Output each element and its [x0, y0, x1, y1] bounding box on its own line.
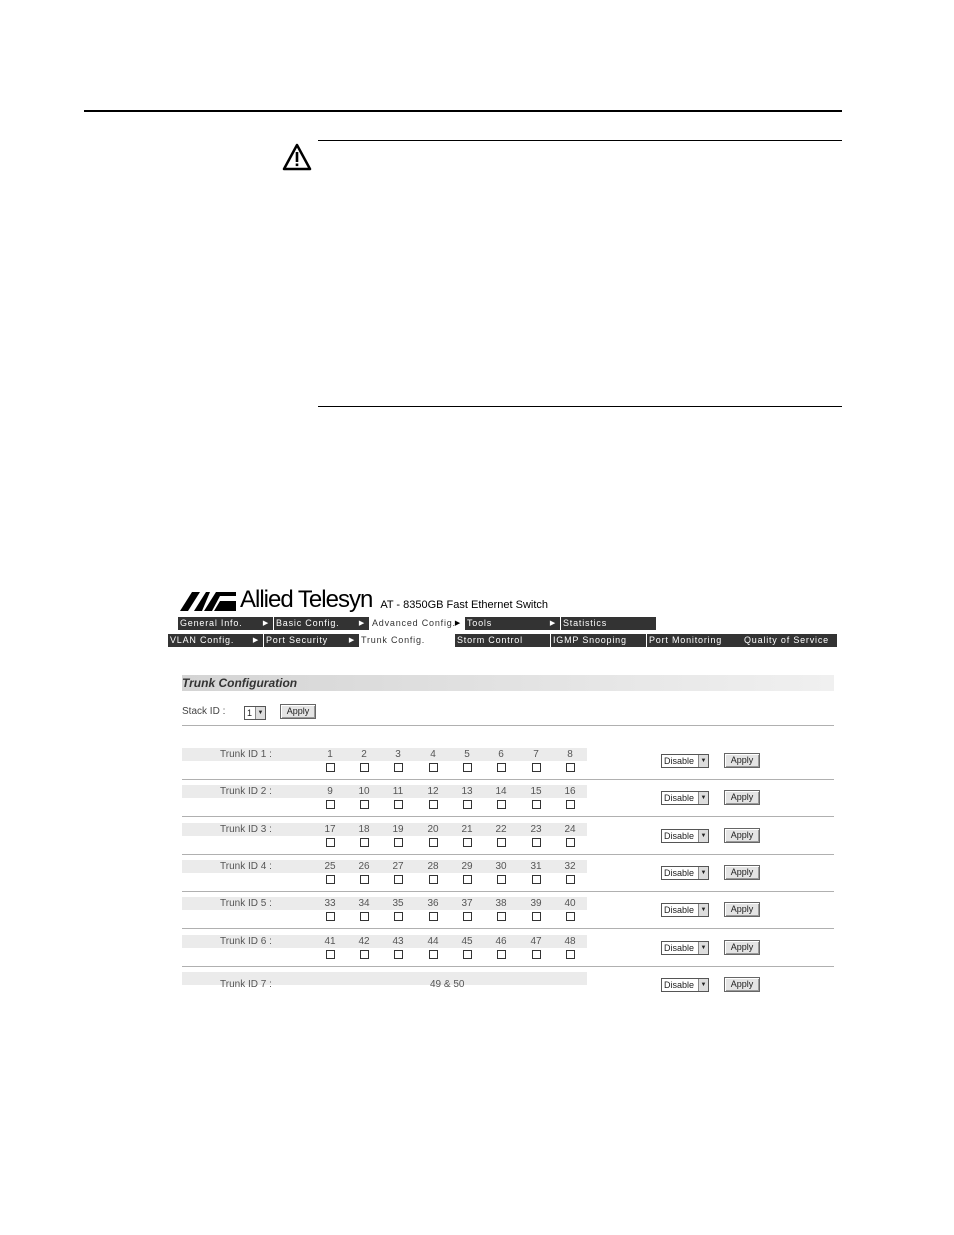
trunk-row-separator — [182, 966, 834, 967]
port-number: 20 — [427, 823, 439, 835]
caution-bottom-rule — [318, 406, 842, 407]
port-checkbox[interactable] — [463, 838, 472, 847]
trunk-state-select[interactable] — [661, 791, 709, 805]
chevron-down-icon[interactable]: ▼ — [255, 707, 265, 719]
port-checkbox[interactable] — [463, 950, 472, 959]
chevron-down-icon[interactable]: ▼ — [698, 755, 708, 767]
port-checkbox[interactable] — [326, 950, 335, 959]
port-number: 26 — [358, 860, 370, 872]
port-number: 45 — [461, 935, 473, 947]
port-number: 19 — [392, 823, 404, 835]
trunk-state-value: Disable — [664, 830, 695, 841]
menu-label: Trunk Config. — [361, 635, 426, 645]
port-number: 25 — [324, 860, 336, 872]
port-number: 44 — [427, 935, 439, 947]
menu-label: Storm Control — [457, 635, 523, 645]
menu2-igmp-snooping[interactable] — [551, 634, 646, 647]
port-checkbox[interactable] — [566, 950, 575, 959]
port-number: 12 — [427, 786, 439, 798]
port-checkbox[interactable] — [532, 950, 541, 959]
port-checkbox[interactable] — [463, 763, 472, 772]
port-number: 17 — [324, 823, 336, 835]
menu2-port-monitoring[interactable] — [647, 634, 742, 647]
port-checkbox[interactable] — [532, 763, 541, 772]
trunk-id-label: Trunk ID 1 : — [220, 749, 272, 760]
menu1-general-info[interactable] — [178, 617, 273, 630]
trunk-row-separator — [182, 779, 834, 780]
port-checkbox[interactable] — [429, 875, 438, 884]
port-checkbox[interactable] — [532, 838, 541, 847]
trunk-apply-button[interactable]: Apply — [724, 940, 760, 955]
port-checkbox[interactable] — [566, 800, 575, 809]
port-checkbox[interactable] — [497, 763, 506, 772]
port-checkbox[interactable] — [429, 950, 438, 959]
port-number: 40 — [564, 898, 576, 910]
trunk-id-label: Trunk ID 7 : — [220, 978, 272, 990]
port-checkbox[interactable] — [326, 763, 335, 772]
trunk-state-select[interactable] — [661, 829, 709, 843]
trunk-ports-text: 49 & 50 — [430, 978, 465, 990]
port-number: 3 — [395, 749, 401, 760]
menu2-trunk-config[interactable] — [359, 634, 454, 647]
trunk-state-select[interactable] — [661, 978, 709, 992]
chevron-down-icon[interactable]: ▼ — [698, 979, 708, 991]
trunk-apply-button[interactable]: Apply — [724, 753, 760, 768]
port-checkbox[interactable] — [429, 912, 438, 921]
trunk-id-label: Trunk ID 5 : — [220, 898, 272, 910]
chevron-down-icon[interactable]: ▼ — [698, 904, 708, 916]
chevron-down-icon[interactable]: ▼ — [698, 792, 708, 804]
trunk-state-value: Disable — [664, 942, 695, 953]
trunk-row-separator — [182, 928, 834, 929]
trunk-id-label: Trunk ID 3 : — [220, 823, 272, 835]
trunk-state-select[interactable] — [661, 754, 709, 768]
port-checkbox[interactable] — [532, 800, 541, 809]
menu1-basic-config[interactable] — [274, 617, 369, 630]
port-number: 28 — [427, 860, 439, 872]
port-number: 18 — [358, 823, 370, 835]
port-checkbox[interactable] — [394, 763, 403, 772]
port-number: 42 — [358, 935, 370, 947]
menu-label: IGMP Snooping — [553, 635, 627, 645]
port-number: 47 — [530, 935, 542, 947]
port-checkbox[interactable] — [497, 950, 506, 959]
port-number: 14 — [495, 786, 507, 798]
chevron-right-icon: ▶ — [262, 620, 269, 627]
port-number: 8 — [567, 749, 573, 760]
menu2-storm-control[interactable] — [455, 634, 550, 647]
menu-label: VLAN Config. — [170, 635, 235, 645]
menu-label: General Info. — [180, 618, 243, 628]
trunk-state-value: Disable — [664, 793, 695, 804]
chevron-right-icon: ▶ — [252, 637, 259, 644]
port-number: 10 — [358, 786, 370, 798]
port-number: 13 — [461, 786, 473, 798]
port-number: 22 — [495, 823, 507, 835]
port-number: 21 — [461, 823, 473, 835]
port-checkbox[interactable] — [326, 912, 335, 921]
brand-name: Allied Telesyn — [240, 586, 373, 613]
trunk-apply-button[interactable]: Apply — [724, 828, 760, 843]
port-number: 30 — [495, 860, 507, 872]
port-checkbox[interactable] — [566, 875, 575, 884]
port-checkbox[interactable] — [394, 950, 403, 959]
page-title-bar — [182, 675, 834, 691]
port-number: 37 — [461, 898, 473, 910]
page-top-rule — [84, 110, 842, 112]
port-number: 35 — [392, 898, 404, 910]
port-checkbox[interactable] — [360, 800, 369, 809]
chevron-down-icon[interactable]: ▼ — [698, 830, 708, 842]
port-checkbox[interactable] — [429, 800, 438, 809]
allied-telesyn-logo-icon — [180, 590, 236, 612]
port-number: 34 — [358, 898, 370, 910]
menu-label: Port Security — [266, 635, 328, 645]
port-checkbox[interactable] — [497, 875, 506, 884]
port-number: 16 — [564, 786, 576, 798]
port-number: 31 — [530, 860, 542, 872]
stack-separator — [182, 725, 834, 726]
brand-header — [180, 586, 548, 612]
port-number: 11 — [392, 786, 404, 798]
port-number: 27 — [392, 860, 404, 872]
port-checkbox[interactable] — [326, 875, 335, 884]
trunk-apply-button[interactable]: Apply — [724, 977, 760, 992]
port-number: 6 — [498, 749, 504, 760]
trunk-row-separator — [182, 854, 834, 855]
chevron-down-icon[interactable]: ▼ — [698, 942, 708, 954]
page-title: Trunk Configuration — [182, 676, 298, 690]
port-checkbox[interactable] — [429, 763, 438, 772]
menu-label: Basic Config. — [276, 618, 340, 628]
port-checkbox[interactable] — [326, 838, 335, 847]
menu-label: Tools — [467, 618, 493, 628]
trunk-apply-button[interactable]: Apply — [724, 865, 760, 880]
warning-triangle-icon — [282, 143, 312, 171]
port-checkbox[interactable] — [497, 838, 506, 847]
port-checkbox[interactable] — [394, 875, 403, 884]
trunk-apply-button[interactable]: Apply — [724, 790, 760, 805]
trunk-state-select[interactable] — [661, 866, 709, 880]
trunk-state-value: Disable — [664, 905, 695, 916]
port-checkbox[interactable] — [463, 800, 472, 809]
port-number: 9 — [327, 786, 333, 798]
trunk-state-value: Disable — [664, 756, 695, 766]
port-checkbox[interactable] — [394, 838, 403, 847]
chevron-down-icon[interactable]: ▼ — [698, 867, 708, 879]
port-number: 29 — [461, 860, 473, 872]
trunk-state-select[interactable] — [661, 941, 709, 955]
port-checkbox[interactable] — [532, 875, 541, 884]
stack-id-select[interactable] — [244, 706, 266, 720]
trunk-id-label: Trunk ID 4 : — [220, 860, 272, 872]
port-number: 4 — [430, 749, 436, 760]
chevron-right-icon: ▶ — [358, 620, 365, 627]
menu-label: Statistics — [563, 618, 608, 628]
port-checkbox[interactable] — [497, 800, 506, 809]
port-number: 41 — [324, 935, 336, 947]
port-checkbox[interactable] — [394, 800, 403, 809]
port-checkbox[interactable] — [463, 875, 472, 884]
port-checkbox[interactable] — [360, 838, 369, 847]
menu-label: Quality of Service — [744, 635, 829, 645]
menu1-tools[interactable] — [465, 617, 560, 630]
trunk-row-separator — [182, 891, 834, 892]
port-number: 5 — [464, 749, 470, 760]
port-checkbox[interactable] — [566, 763, 575, 772]
caution-top-rule — [318, 140, 842, 141]
port-checkbox[interactable] — [497, 912, 506, 921]
chevron-right-icon: ▶ — [454, 620, 461, 627]
port-number: 24 — [564, 823, 576, 835]
port-number: 1 — [327, 749, 333, 760]
chevron-right-icon: ▶ — [348, 637, 355, 644]
trunk-state-select[interactable] — [661, 903, 709, 917]
menu2-quality-of-service[interactable] — [742, 634, 837, 647]
stack-id-label: Stack ID : — [182, 706, 226, 717]
port-number: 2 — [361, 749, 367, 760]
port-checkbox[interactable] — [360, 875, 369, 884]
menu2-port-security[interactable] — [264, 634, 359, 647]
trunk-id-label: Trunk ID 2 : — [220, 786, 272, 798]
port-number: 32 — [564, 860, 576, 872]
port-checkbox[interactable] — [360, 763, 369, 772]
port-number: 15 — [530, 786, 542, 798]
port-number: 33 — [324, 898, 336, 910]
port-checkbox[interactable] — [429, 838, 438, 847]
trunk-row-separator — [182, 816, 834, 817]
trunk-apply-button[interactable]: Apply — [724, 902, 760, 917]
menu1-advanced-config[interactable] — [370, 617, 465, 630]
port-checkbox[interactable] — [360, 950, 369, 959]
trunk-state-value: Disable — [664, 979, 695, 990]
port-number: 36 — [427, 898, 439, 910]
menu-label: Port Monitoring — [649, 635, 723, 645]
port-number: 46 — [495, 935, 507, 947]
menu2-vlan-config[interactable] — [168, 634, 263, 647]
port-checkbox[interactable] — [394, 912, 403, 921]
port-checkbox[interactable] — [463, 912, 472, 921]
port-number: 38 — [495, 898, 507, 910]
port-number: 7 — [533, 749, 539, 760]
stack-apply-button[interactable]: Apply — [280, 704, 316, 719]
menu-label: Advanced Config. — [372, 618, 456, 628]
menu1-statistics[interactable] — [561, 617, 656, 630]
port-number: 48 — [564, 935, 576, 947]
stack-id-value: 1 — [247, 708, 253, 718]
trunk-id-label: Trunk ID 6 : — [220, 935, 272, 947]
port-checkbox[interactable] — [326, 800, 335, 809]
port-number: 43 — [392, 935, 404, 947]
port-number: 23 — [530, 823, 542, 835]
trunk-state-value: Disable — [664, 867, 695, 878]
product-name: AT - 8350GB Fast Ethernet Switch — [380, 599, 549, 611]
chevron-right-icon: ▶ — [549, 620, 556, 627]
port-checkbox[interactable] — [566, 838, 575, 847]
port-checkbox[interactable] — [566, 912, 575, 921]
port-number: 39 — [530, 898, 542, 910]
port-checkbox[interactable] — [360, 912, 369, 921]
port-checkbox[interactable] — [532, 912, 541, 921]
